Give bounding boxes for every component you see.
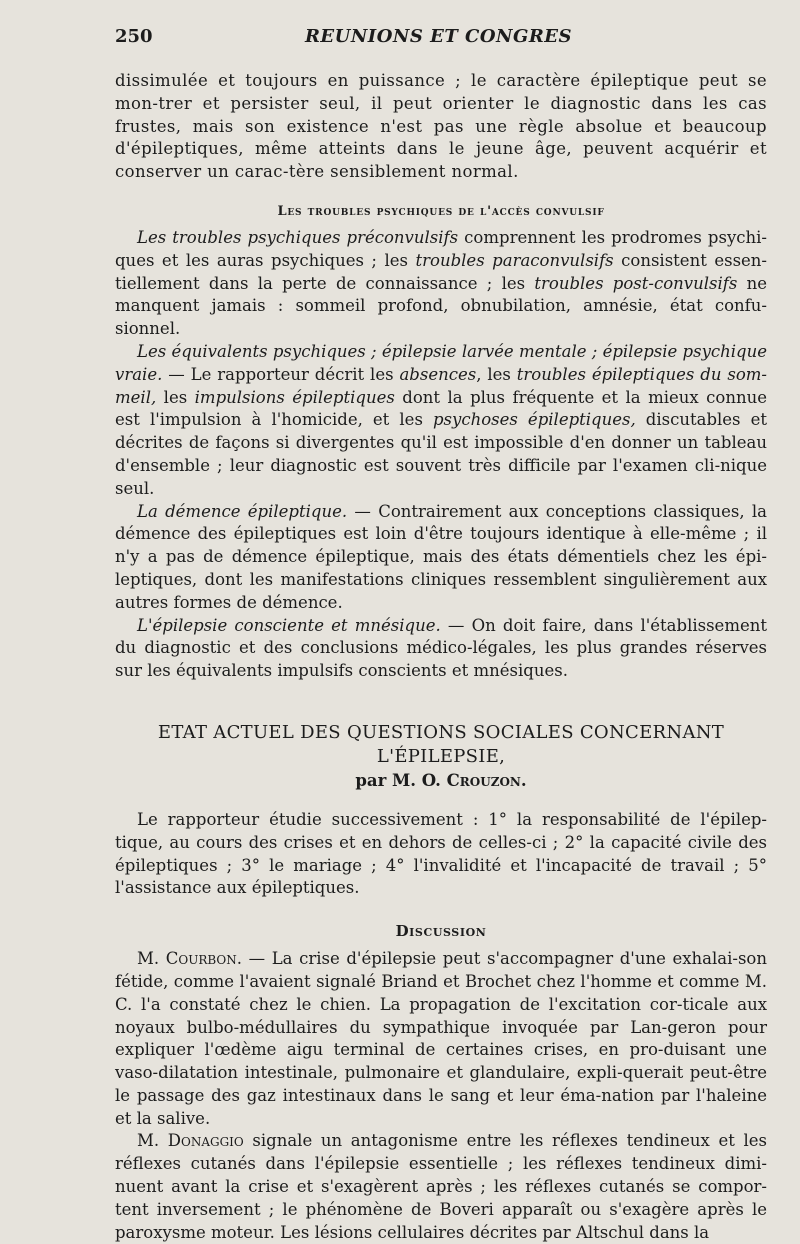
paragraph-rapporteur: Le rapporteur étudie successivement : 1° la responsabilité de l'épilep-tique, au cours des crises et en dehors de celles-ci ; 2° la capacité civile des épileptiques ; 3° le mariage ; 4° l'invalidité et l'incapacité de travail ; 5° l'assistance aux épileptiques. [115, 809, 767, 898]
text-run: ne manquent jamais : sommeil profond, obnubilation, amnésie, état confu-sionnel. [115, 273, 767, 339]
italic-term: Les équivalents psychiques ; épilepsie larvée mentale ; épilepsie psychique vraie. [115, 341, 767, 384]
paragraph-donaggio [115, 1130, 767, 1244]
paragraph-troubles-psychiques [115, 227, 767, 341]
paragraph-demence-epileptique [115, 501, 767, 615]
section-heading-troubles-psychiques: Les troubles psychiques de l'accès convulsif [277, 203, 605, 219]
text-run: comprennent les prodromes psychi-ques et les auras psychiques ; les [115, 227, 767, 270]
text-run: , les [476, 364, 517, 384]
italic-term: troubles épileptiques du som-meil, [115, 364, 768, 407]
author-suffix: . [520, 770, 527, 790]
text-run: discutables et décrites de façons si divergentes qu'il est impossible d'en donner un tableau d'ensemble ; leur diagnostic est souvent très difficile par l'examen cli-nique seul. [115, 410, 767, 498]
text-run: les [156, 387, 195, 407]
page-number: 250 [115, 26, 153, 47]
italic-term: L'épilepsie consciente et mnésique. [137, 615, 441, 635]
text-run: dont la plus fréquente et la mieux connue est l'impulsion à l'homicide, et les [115, 387, 767, 430]
italic-term: troubles paraconvulsifs [415, 250, 614, 270]
paragraph-epilepsie-consciente [115, 615, 767, 683]
text-run: M. [137, 949, 166, 969]
running-head: REUNIONS ET CONGRES [304, 26, 573, 47]
text-run: consistent essen-tiellement dans la perte de connaissance ; les [115, 250, 768, 293]
paragraph-courbon [115, 948, 767, 1130]
page-body [115, 70, 767, 1244]
author-name: Crouzon [446, 770, 521, 790]
major-section-title: ETAT ACTUEL DES QUESTIONS SOCIALES CONCERNANT L'ÉPILEPSIE, [157, 721, 725, 767]
speaker-name: Courbon [165, 949, 237, 969]
paragraph-equivalents-psychiques [115, 341, 767, 501]
italic-term: absences [399, 364, 477, 384]
paragraph-continued: dissimulée et toujours en puissance ; le caractère épileptique peut se mon-trer et persister seul, il peut orienter le diagnostic dans les cas frustes, mais son existence n'est pas une règle absolue et beaucoup d'épileptiques, même atteints dans le jeune âge, peuvent acquérir et conserver un carac-tère sensiblement normal. [115, 71, 767, 182]
major-section-author [115, 769, 767, 793]
text-run: — Contrairement aux conceptions classiques, la démence des épileptiques est loin d'être toujours identique à elle-même ; il n'y a pas de démence épileptique, mais des états démentiels chez les épi-leptiques, dont les manifestations cliniques ressemblent singulièrement aux autres formes de démence. [115, 501, 767, 612]
italic-term: La démence épileptique. [137, 501, 348, 521]
speaker-name: Donaggio [167, 1131, 244, 1151]
text-run: signale un antagonisme entre les réflexes tendineux et les réflexes cutanés dans l'épilepsie essentielle ; les réflexes tendineux dimi-nuent avant la crise et s'exagèrent après ; les réflexes cutanés se compor-tent inversement ; le phénomène de Boveri apparaît ou s'exagère après le paroxysme moteur. Les lésions cellulaires décrites par Altschul dans la [115, 1131, 767, 1242]
text-run: . — La crise d'épilepsie peut s'accompagner d'une exhalai-son fétide, comme l'avaient signalé Briand et Brochet chez l'homme et comme M. C. l'a constaté chez le chien. La propagation de l'excitation cor-ticale aux noyaux bulbo-médullaires du sympathique invoquée par Lan-geron pour expliquer l'œdème aigu terminal de certaines crises, en pro-duisant une vaso-dilatation intestinale, pulmonaire et glandulaire, expli-querait peut-être le passage des gaz intestinaux dans le sang et leur éma-nation par l'haleine et la salive. [115, 949, 767, 1128]
discussion-heading: Discussion [395, 922, 487, 941]
italic-term: troubles post-convulsifs [534, 273, 738, 293]
italic-term: impulsions épileptiques [194, 387, 395, 407]
page-header [115, 26, 762, 56]
text-run: M. [137, 1131, 168, 1151]
text-run: — On doit faire, dans l'établissement du diagnostic et des conclusions médico-légales, les plus grandes réserves sur les équivalents impulsifs conscients et mnésiques. [115, 615, 767, 681]
italic-term: psychoses épileptiques, [433, 410, 636, 430]
italic-term: Les troubles psychiques préconvulsifs [137, 227, 459, 247]
author-prefix: par M. O. [355, 770, 447, 790]
text-run: — Le rapporteur décrit les [162, 364, 400, 384]
